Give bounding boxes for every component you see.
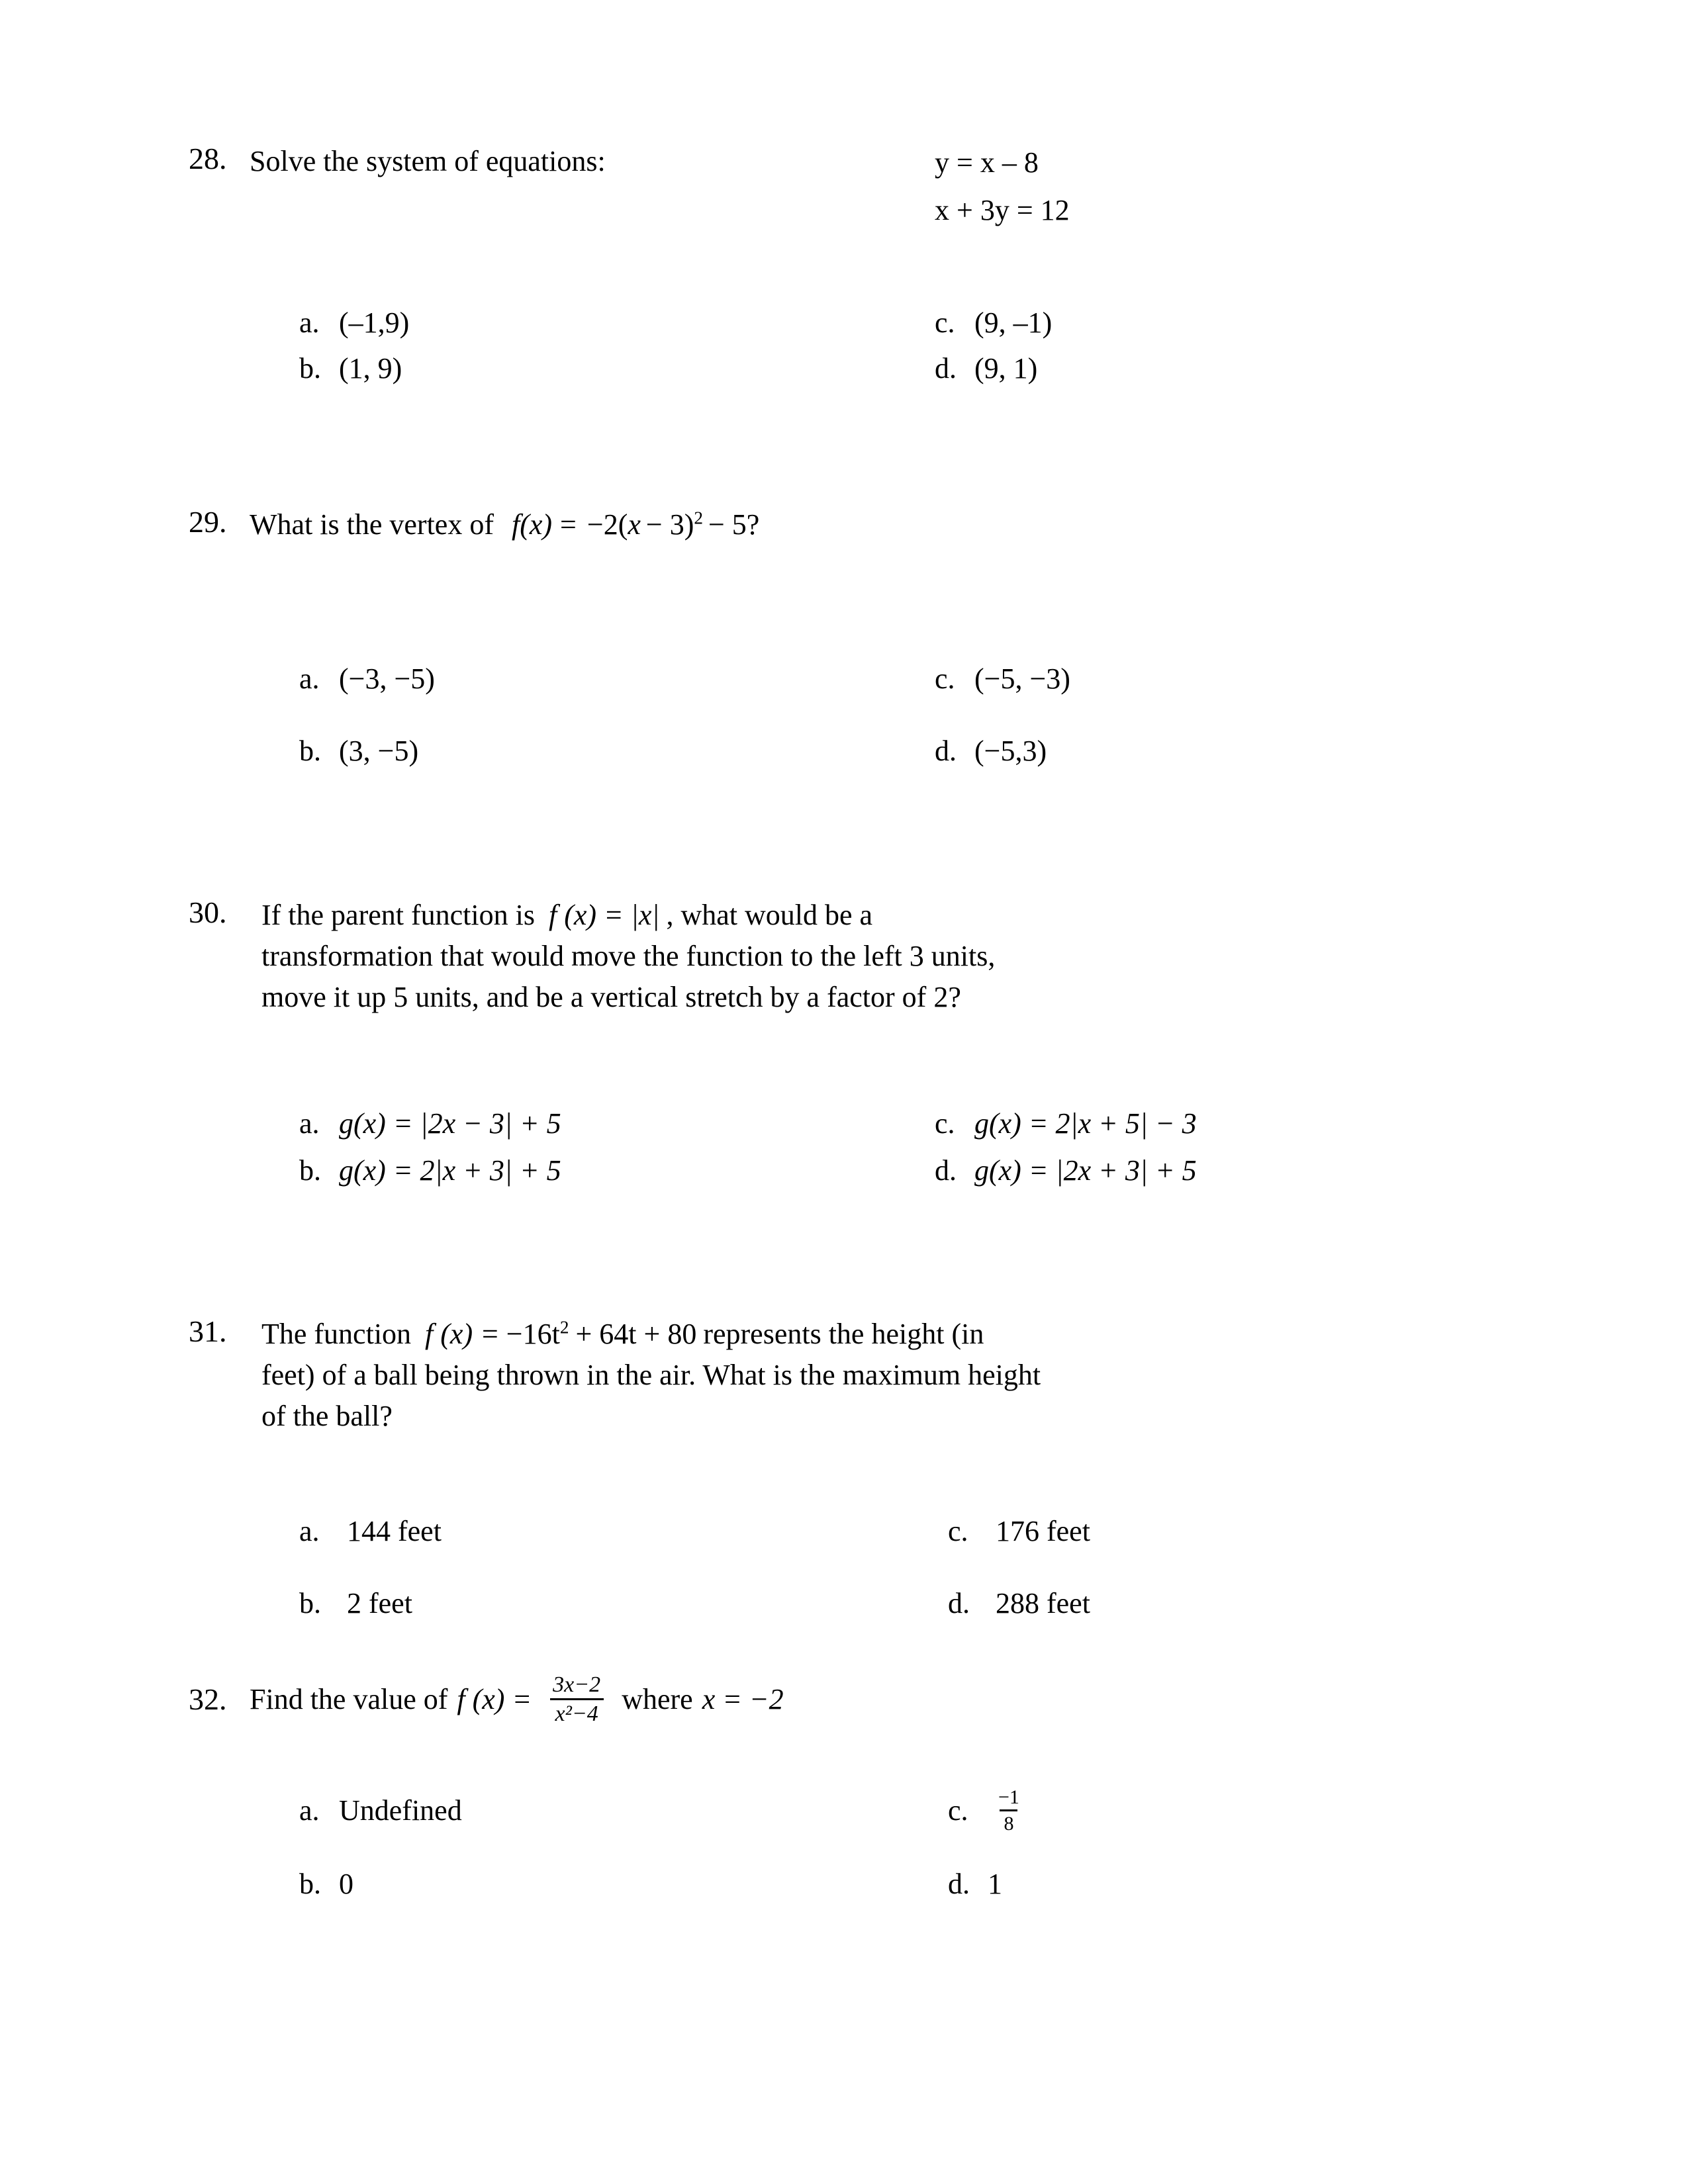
choice-label: d. [948,1868,970,1900]
choice-28-d[interactable] [935,351,1345,385]
question-30-stem-line3: move it up 5 units, and be a vertical stretch by a factor of 2? [261,981,961,1013]
choice-29-b[interactable] [299,734,935,768]
choice-label: b. [299,352,321,385]
question-29-expr-b: − 3) [645,508,694,541]
question-32-fraction [547,1673,606,1725]
choice-label: b. [299,1587,321,1619]
question-32-stem-text [250,1673,784,1725]
question-28-equation-2 [935,187,1070,234]
choice-label: c. [935,662,955,695]
question-29-choices [299,662,1345,768]
choice-value: 288 feet [996,1587,1090,1619]
choice-31-d[interactable] [948,1586,1358,1620]
choice-value: (−5, −3) [974,662,1070,695]
choice-label: a. [299,1515,320,1547]
question-31-fx: f (x) = [425,1318,500,1350]
question-31-stem-line1-post: represents the height (in [703,1318,984,1350]
question-28-number: 28. [189,142,227,175]
fraction-numerator: 3x−2 [553,1672,601,1697]
choice-29-c[interactable] [935,662,1345,696]
choice-label: d. [948,1587,970,1619]
question-29-stem-text [250,504,759,545]
choice-value: g(x) = |2x − 3| + 5 [339,1107,561,1140]
choice-label: a. [299,1107,320,1140]
question-30-stem-row [189,895,1446,1018]
question-30-stem-text [261,895,1400,1018]
question-30-stem-line2: transformation that would move the function to the left 3 units, [261,940,996,972]
question-32-stem-row [189,1673,784,1725]
choice-label: c. [948,1794,968,1827]
choice-value: 1 [988,1868,1002,1900]
choice-label: b. [299,1868,321,1900]
choice-label: b. [299,735,321,767]
choice-value: (–1,9) [339,306,410,339]
choice-28-c[interactable] [935,306,1345,340]
choice-label: c. [948,1515,968,1547]
question-29-var: x [628,508,641,541]
question-30-stem-line1-pre: If the parent function is [261,899,535,931]
question-31-stem-line3: of the ball? [261,1400,393,1432]
choice-28-a[interactable] [299,306,935,340]
question-29-stem-row [189,504,759,545]
fraction-denominator: 8 [1000,1809,1017,1835]
choice-32-a[interactable] [299,1794,948,1827]
question-30-number: 30. [189,895,227,929]
fraction-numerator: −1 [998,1786,1019,1808]
question-31-stem-row [189,1314,1499,1437]
choice-value: (−3, −5) [339,662,435,695]
question-31-stem-text [261,1314,1453,1437]
choice-31-b[interactable] [299,1586,948,1620]
choice-32-c[interactable] [948,1787,1358,1834]
choice-label: c. [935,306,955,339]
question-32-stem-pre: Find the value of [250,1682,448,1715]
question-29-expr-a: −2( [586,508,628,541]
choice-label: d. [935,735,957,767]
choice-value: (9, –1) [974,306,1053,339]
question-32-number: 32. [189,1682,227,1717]
choice-value: 144 feet [347,1515,442,1547]
choice-28-b[interactable] [299,351,935,385]
question-29-expr-c: − 5? [708,508,760,541]
choice-value: (9, 1) [974,352,1038,385]
choice-value: (1, 9) [339,352,402,385]
choice-label: a. [299,306,320,339]
question-32-choices [299,1787,1358,1901]
choice-31-c[interactable] [948,1514,1358,1548]
choice-value: 0 [339,1868,353,1900]
choice-30-b[interactable] [299,1154,935,1187]
question-32-fx: f (x) = [457,1682,532,1715]
question-31-expr-head: −16t [506,1318,560,1350]
choice-30-d[interactable] [935,1154,1345,1187]
question-28-equation-1 [935,139,1039,187]
question-31-number: 31. [189,1314,227,1348]
question-31-expr-rest: + 64t + 80 [575,1318,697,1350]
choice-value: 2 feet [347,1587,412,1619]
question-31-choices [299,1514,1358,1620]
choice-value: g(x) = 2|x + 5| − 3 [974,1107,1197,1140]
question-30-stem-line1-math: f (x) = |x| [548,899,660,931]
equation-text: x + 3y = 12 [935,194,1070,226]
question-30-choices [299,1107,1345,1187]
choice-30-c[interactable] [935,1107,1345,1140]
choice-value: (3, −5) [339,735,419,767]
question-29-stem-prefix: What is the vertex of [250,508,494,541]
choice-label: d. [935,1154,957,1187]
choice-29-d[interactable] [935,734,1345,768]
choice-value: Undefined [339,1794,462,1827]
question-32-where: where [622,1682,693,1715]
choice-label: a. [299,662,320,695]
question-32-condition: x = −2 [702,1682,784,1715]
choice-29-a[interactable] [299,662,935,696]
choice-30-a[interactable] [299,1107,935,1140]
question-29-exponent: 2 [694,508,703,528]
choice-31-a[interactable] [299,1514,948,1548]
choice-value: g(x) = |2x + 3| + 5 [974,1154,1197,1187]
question-31-exponent: 2 [559,1317,569,1338]
fraction-denominator: x²−4 [550,1698,604,1726]
question-31-stem-line1-pre: The function [261,1318,412,1350]
question-29-equals: = [560,508,577,541]
question-29-fx: f(x) [511,508,553,541]
equation-text: y = x – 8 [935,146,1039,179]
question-28-stem-text: Solve the system of equations: [250,145,606,177]
choice-label: b. [299,1154,321,1187]
choice-label: a. [299,1794,320,1827]
question-29-number: 29. [189,505,227,539]
question-31-expr [506,1318,569,1350]
question-30-stem-line1-post: , what would be a [666,899,873,931]
choice-32-c-fraction [994,1787,1023,1834]
question-31-stem-line2: feet) of a ball being thrown in the air. What is the maximum height [261,1359,1041,1391]
choice-value: 176 feet [996,1515,1090,1547]
question-28-choices [299,306,1345,385]
choice-value: (−5,3) [974,735,1047,767]
choice-label: c. [935,1107,955,1140]
question-28-stem-row [189,141,606,182]
choice-32-b[interactable] [299,1867,948,1901]
choice-value: g(x) = 2|x + 3| + 5 [339,1154,561,1187]
choice-32-d[interactable] [948,1867,1358,1901]
choice-label: d. [935,352,957,385]
